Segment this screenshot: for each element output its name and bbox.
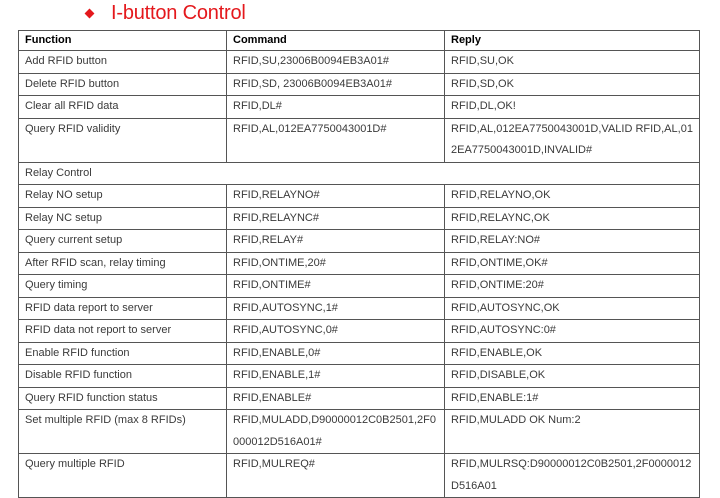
function-cell: RFID data report to server — [19, 297, 227, 320]
section-heading — [86, 0, 246, 26]
header-command: Command — [227, 31, 445, 51]
table-row — [19, 118, 700, 162]
function-cell: Delete RFID button — [19, 73, 227, 96]
reply-cell: RFID,MULADD OK Num:2 — [445, 410, 700, 454]
function-cell: Query RFID validity — [19, 118, 227, 162]
function-cell: Relay NO setup — [19, 185, 227, 208]
command-cell: RFID,RELAYNO# — [227, 185, 445, 208]
command-cell: RFID,ONTIME,20# — [227, 252, 445, 275]
table-row — [19, 73, 700, 96]
command-cell: RFID,ENABLE,0# — [227, 342, 445, 365]
function-cell: Add RFID button — [19, 51, 227, 74]
table-row — [19, 454, 700, 498]
function-cell: Query timing — [19, 275, 227, 298]
table-header-row — [19, 31, 700, 51]
command-cell: RFID,ENABLE,1# — [227, 365, 445, 388]
reply-cell: RFID,MULRSQ:D90000012C0B2501,2F0000012D516A01 — [445, 454, 700, 498]
reply-cell: RFID,SD,OK — [445, 73, 700, 96]
table-row — [19, 96, 700, 119]
reply-cell: RFID,ONTIME,OK# — [445, 252, 700, 275]
reply-cell: RFID,AL,012EA7750043001D,VALID RFID,AL,012EA7750043001D,INVALID# — [445, 118, 700, 162]
function-cell: Clear all RFID data — [19, 96, 227, 119]
function-cell: Disable RFID function — [19, 365, 227, 388]
table-section-row — [19, 162, 700, 185]
reply-cell: RFID,RELAYNO,OK — [445, 185, 700, 208]
command-cell: RFID,MULREQ# — [227, 454, 445, 498]
table-row — [19, 410, 700, 454]
table-row — [19, 275, 700, 298]
reply-cell: RFID,ENABLE,OK — [445, 342, 700, 365]
command-cell: RFID,AL,012EA7750043001D# — [227, 118, 445, 162]
section-label-cell: Relay Control — [19, 162, 700, 185]
table-row — [19, 51, 700, 74]
command-cell: RFID,AUTOSYNC,0# — [227, 320, 445, 343]
table-row — [19, 230, 700, 253]
reply-cell: RFID,RELAY:NO# — [445, 230, 700, 253]
table-row — [19, 252, 700, 275]
command-cell: RFID,RELAYNC# — [227, 207, 445, 230]
table-row — [19, 320, 700, 343]
function-cell: Query current setup — [19, 230, 227, 253]
reply-cell: RFID,RELAYNC,OK — [445, 207, 700, 230]
command-table — [18, 30, 700, 498]
command-cell: RFID,SD, 23006B0094EB3A01# — [227, 73, 445, 96]
table-row — [19, 365, 700, 388]
reply-cell: RFID,DL,OK! — [445, 96, 700, 119]
function-cell: RFID data not report to server — [19, 320, 227, 343]
reply-cell: RFID,SU,OK — [445, 51, 700, 74]
table-row — [19, 185, 700, 208]
section-title: I-button Control — [111, 1, 246, 24]
table-row — [19, 342, 700, 365]
command-cell: RFID,DL# — [227, 96, 445, 119]
function-cell: After RFID scan, relay timing — [19, 252, 227, 275]
command-cell: RFID,RELAY# — [227, 230, 445, 253]
function-cell: Query multiple RFID — [19, 454, 227, 498]
command-cell: RFID,AUTOSYNC,1# — [227, 297, 445, 320]
reply-cell: RFID,ENABLE:1# — [445, 387, 700, 410]
diamond-icon — [85, 9, 95, 19]
function-cell: Relay NC setup — [19, 207, 227, 230]
command-cell: RFID,ENABLE# — [227, 387, 445, 410]
table-row — [19, 207, 700, 230]
reply-cell: RFID,AUTOSYNC:0# — [445, 320, 700, 343]
reply-cell: RFID,DISABLE,OK — [445, 365, 700, 388]
command-cell: RFID,MULADD,D90000012C0B2501,2F0000012D516A01# — [227, 410, 445, 454]
command-cell: RFID,SU,23006B0094EB3A01# — [227, 51, 445, 74]
table-row — [19, 297, 700, 320]
header-reply: Reply — [445, 31, 700, 51]
reply-cell: RFID,AUTOSYNC,OK — [445, 297, 700, 320]
header-function: Function — [19, 31, 227, 51]
function-cell: Query RFID function status — [19, 387, 227, 410]
table-row — [19, 387, 700, 410]
function-cell: Enable RFID function — [19, 342, 227, 365]
reply-cell: RFID,ONTIME:20# — [445, 275, 700, 298]
function-cell: Set multiple RFID (max 8 RFIDs) — [19, 410, 227, 454]
command-cell: RFID,ONTIME# — [227, 275, 445, 298]
